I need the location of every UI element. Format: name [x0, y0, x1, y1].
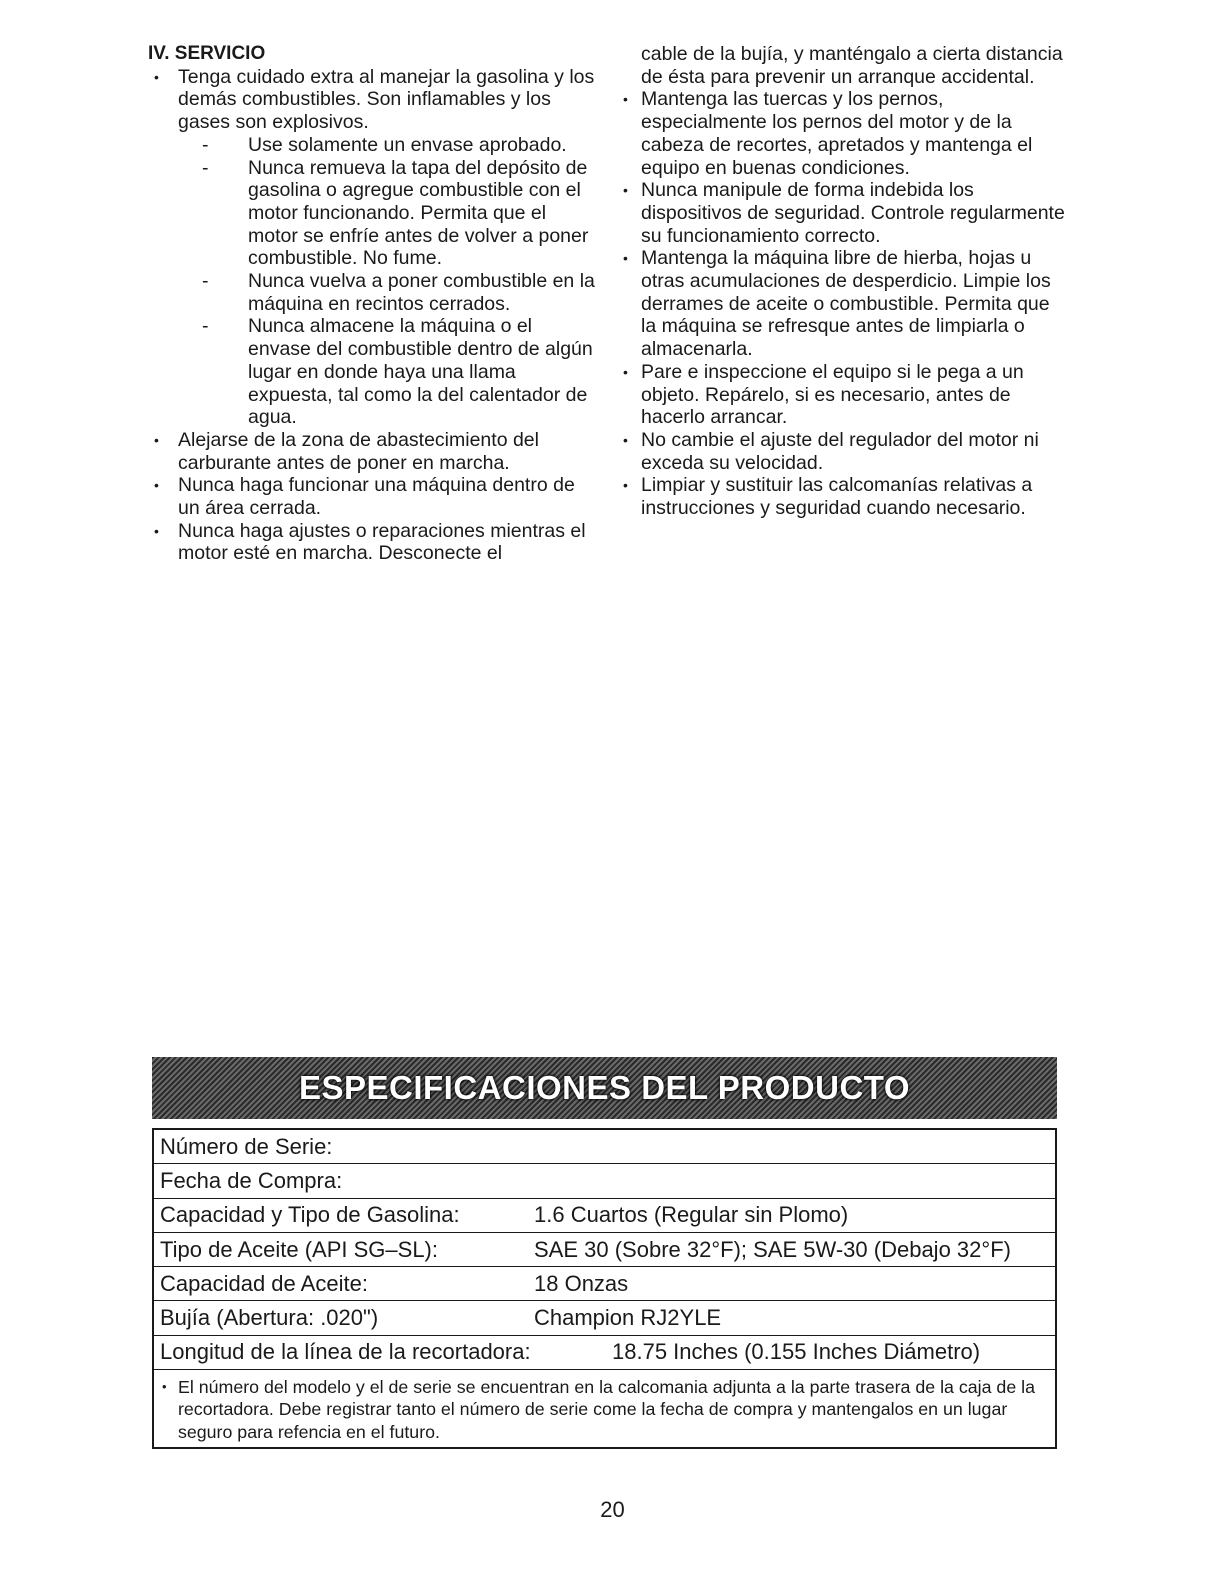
- spec-label: Número de Serie:: [160, 1133, 333, 1159]
- table-row: [154, 1301, 1055, 1335]
- list-item: • Nunca haga funcionar una máquina dentro de un área cerrada.: [148, 474, 598, 519]
- spec-note: • El número del modelo y el de serie se encuentran en la calcomania adjunta a la parte trasera de la caja de la recortadora. Debe registrar tanto el número de serie come la fecha de compra y mantengalos en un lugar seguro para refencia en el futuro.: [154, 1370, 1055, 1447]
- spec-label: Bujía (Abertura: .020"): [160, 1305, 379, 1331]
- list-item: • Nunca manipule de forma indebida los dispositivos de seguridad. Controle regularmente su funcionamiento correcto.: [617, 179, 1067, 247]
- spec-label: Fecha de Compra:: [160, 1167, 343, 1193]
- table-row: [154, 1199, 1055, 1233]
- spec-label: Longitud de la línea de la recortadora:: [160, 1339, 531, 1365]
- list-item: • Tenga cuidado extra al manejar la gasolina y los demás combustibles. Son inflamables y los gases son explosivos.: [148, 66, 598, 134]
- spec-label: Capacidad de Aceite:: [160, 1270, 368, 1296]
- list-item: • Alejarse de la zona de abastecimiento del carburante antes de poner en marcha.: [148, 429, 598, 474]
- table-row: [154, 1267, 1055, 1301]
- sub-list-item: - Nunca vuelva a poner combustible en la máquina en recintos cerrados.: [148, 270, 598, 315]
- sub-list-item: - Nunca remueva la tapa del depósito de gasolina o agregue combustible con el motor funcionando. Permita que el motor se enfríe antes de volver a poner combustible. No fume.: [148, 157, 598, 271]
- sub-list-item: - Use solamente un envase aprobado.: [148, 134, 598, 157]
- list-item: • Mantenga las tuercas y los pernos, especialmente los pernos del motor y de la cabeza de recortes, apretados y mantenga el equipo en buenas condiciones.: [617, 88, 1067, 179]
- spec-label: Tipo de Aceite (API SG–SL):: [160, 1236, 438, 1262]
- list-item-continuation: cable de la bujía, y manténgalo a cierta distancia de ésta para prevenir un arranque accidental.: [641, 43, 1063, 88]
- spec-value: SAE 30 (Sobre 32°F); SAE 5W-30 (Debajo 32°F): [534, 1236, 1011, 1262]
- list-item: • Mantenga la máquina libre de hierba, hojas u otras acumulaciones de desperdicio. Limpie los derrames de aceite o combustible. Permita que la máquina se refresque antes de limpiarla o almacenarla.: [617, 247, 1067, 361]
- spec-label: Capacidad y Tipo de Gasolina:: [160, 1202, 460, 1228]
- spec-value: 18 Onzas: [534, 1270, 629, 1296]
- table-row: [154, 1164, 1055, 1198]
- table-row: [154, 1336, 1055, 1370]
- spec-value: Champion RJ2YLE: [534, 1305, 722, 1331]
- servicio-right-column: [617, 43, 1067, 520]
- list-item: • Limpiar y sustituir las calcomanías relativas a instrucciones y seguridad cuando necesario.: [617, 474, 1067, 519]
- list-item: • Nunca haga ajustes o reparaciones mientras el motor esté en marcha. Desconecte el: [148, 520, 598, 565]
- spec-value: 18.75 Inches (0.155 Inches Diámetro): [612, 1339, 981, 1365]
- spec-value: 1.6 Cuartos (Regular sin Plomo): [534, 1202, 849, 1228]
- specs-banner-title: ESPECIFICACIONES DEL PRODUCTO: [298, 1069, 911, 1106]
- specs-banner: [152, 1057, 1057, 1119]
- section-title: IV. SERVICIO: [148, 43, 266, 64]
- sub-list-item: - Nunca almacene la máquina o el envase del combustible dentro de algún lugar en donde haya una llama expuesta, tal como la del calentador de agua.: [148, 315, 598, 429]
- table-row: [154, 1233, 1055, 1267]
- specs-table: [152, 1128, 1057, 1449]
- servicio-left-column: [148, 43, 598, 565]
- list-item: • No cambie el ajuste del regulador del motor ni exceda su velocidad.: [617, 429, 1067, 474]
- page-number: 20: [600, 1497, 625, 1522]
- list-item: • Pare e inspeccione el equipo si le pega a un objeto. Repárelo, si es necesario, antes de hacerlo arrancar.: [617, 361, 1067, 429]
- table-row: [154, 1130, 1055, 1164]
